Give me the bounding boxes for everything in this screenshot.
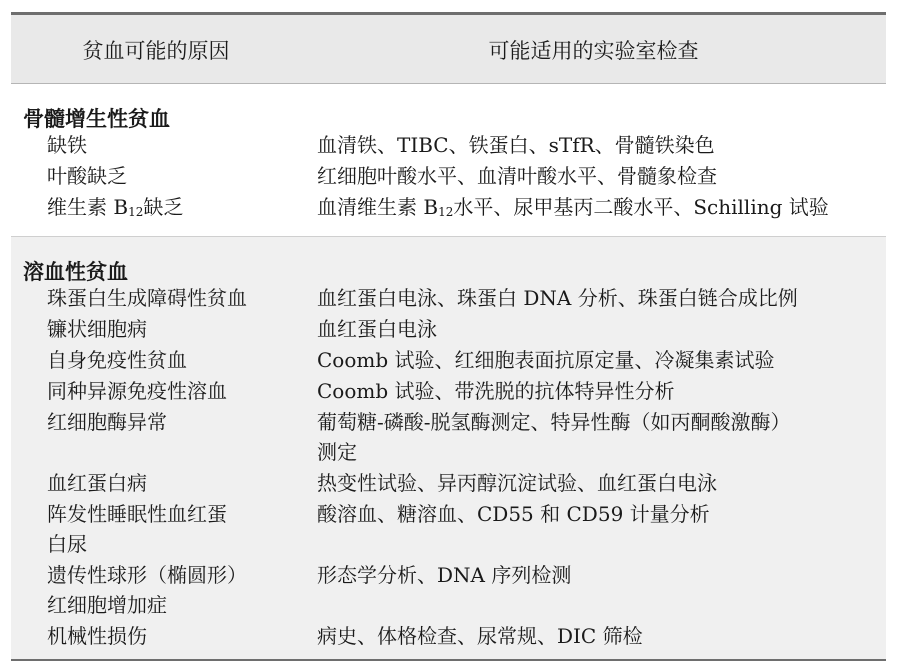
table-header	[11, 15, 886, 84]
test-cell: 红细胞叶酸水平、血清叶酸水平、骨髓象检查	[317, 164, 717, 188]
test-cell: 血红蛋白电泳、珠蛋白 DNA 分析、珠蛋白链合成比例	[317, 286, 798, 310]
cause-cell: 自身免疫性贫血	[47, 348, 187, 372]
test-cell: Coomb 试验、红细胞表面抗原定量、冷凝集素试验	[317, 348, 775, 372]
cause-line: 遗传性球形（椭圆形）	[47, 563, 247, 587]
test-cell: 酸溶血、糖溶血、CD55 和 CD59 计量分析	[317, 502, 710, 526]
cause-cell: 缺铁	[47, 133, 87, 157]
section-hypoproliferative	[11, 84, 886, 236]
section-title: 骨髓增生性贫血	[23, 107, 170, 131]
header-test: 可能适用的实验室检查	[488, 39, 699, 63]
cause-cell: 叶酸缺乏	[47, 164, 127, 188]
cause-cell: 机械性损伤	[47, 624, 147, 648]
test-cell: 血红蛋白电泳	[317, 317, 437, 341]
cause-line: 阵发性睡眠性血红蛋	[47, 502, 227, 526]
cause-cell	[47, 499, 297, 559]
test-cell: 热变性试验、异丙醇沉淀试验、血红蛋白电泳	[317, 471, 717, 495]
test-cell	[317, 407, 882, 467]
test-line: 测定	[317, 440, 357, 464]
cause-cell	[47, 192, 297, 227]
header-cause: 贫血可能的原因	[82, 39, 230, 63]
cause-cell: 红细胞酶异常	[47, 410, 167, 434]
cause-cell: 血红蛋白病	[47, 471, 147, 495]
cause-cell: 镰状细胞病	[47, 317, 147, 341]
cause-line: 红细胞增加症	[47, 593, 167, 617]
cause-line: 白尿	[47, 532, 87, 556]
cause-cell: 同种异源免疫性溶血	[47, 379, 227, 403]
subscript: 12	[438, 205, 454, 219]
test-text: 血清维生素 B	[317, 195, 439, 219]
section-hemolytic	[11, 236, 886, 659]
bottom-rule	[11, 659, 886, 661]
test-cell: Coomb 试验、带洗脱的抗体特异性分析	[317, 379, 675, 403]
cause-text: 维生素 B	[47, 195, 129, 219]
test-cell: 病史、体格检查、尿常规、DIC 筛检	[317, 624, 643, 648]
cause-text: 缺乏	[143, 195, 184, 219]
cause-cell	[47, 560, 297, 620]
subscript: 12	[128, 205, 144, 219]
cause-cell: 珠蛋白生成障碍性贫血	[47, 286, 247, 310]
test-line: 葡萄糖-磷酸-脱氢酶测定、特异性酶（如丙酮酸激酶）	[317, 410, 791, 434]
test-cell	[317, 192, 882, 227]
test-text: 水平、尿甲基丙二酸水平、Schilling 试验	[453, 195, 829, 219]
test-cell: 形态学分析、DNA 序列检测	[317, 563, 572, 587]
section-title: 溶血性贫血	[23, 260, 128, 284]
test-cell: 血清铁、TIBC、铁蛋白、sTfR、骨髓铁染色	[317, 133, 715, 157]
